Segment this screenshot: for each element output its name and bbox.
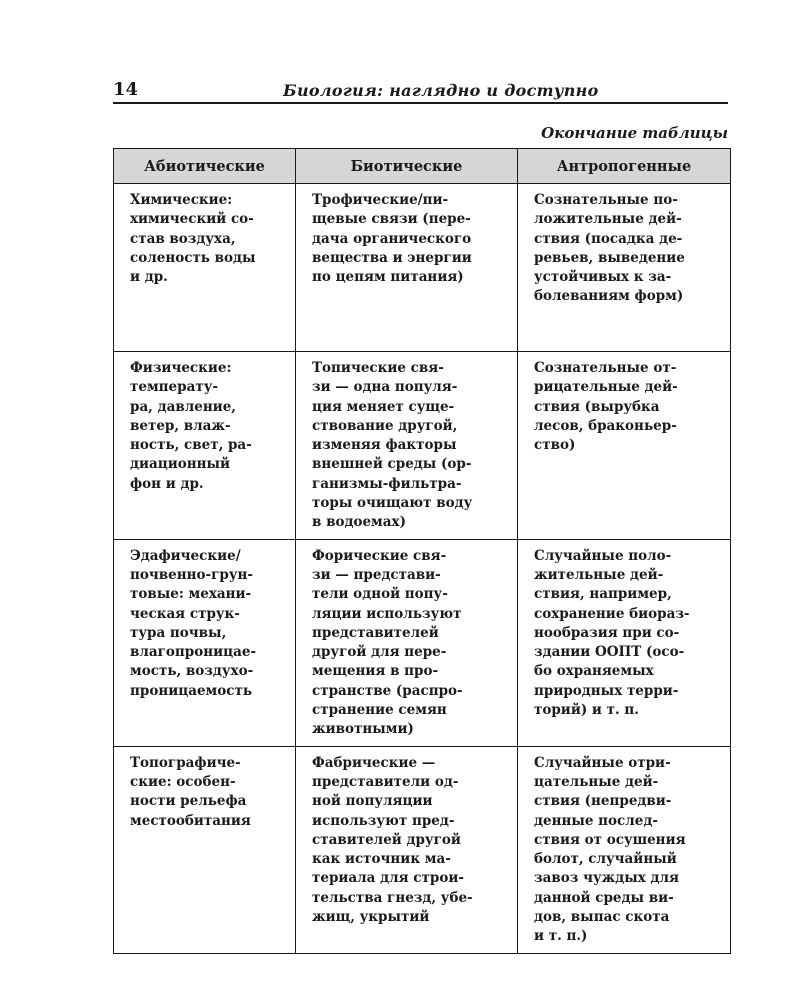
page-number: 14	[113, 79, 139, 100]
table-cell	[114, 539, 296, 746]
table-cell	[296, 352, 518, 540]
page-header	[113, 80, 728, 104]
cell-text: Топические свя- зи — одна популя- ция меняет суще- ствование другой, изменяя факторы внешней среды (ор- ганизмы-фильтра- торы очищают воду в водоемах)	[312, 360, 473, 531]
table-row	[114, 352, 731, 540]
cell-text: Случайные поло- жительные дей- ствия, например, сохранение биораз- нообразия при со- здании ООПТ (осо- бо охраняемых природных терри- торий) и т. п.	[534, 547, 690, 719]
table-cell	[518, 746, 731, 953]
table-cell	[296, 184, 518, 352]
column-header-abiotic: Абиотические	[114, 149, 296, 184]
cell-text: Сознательные по- ложительные дей- ствия (посадка де- ревьев, выведение устойчивых к за- болеваниям форм)	[534, 192, 685, 305]
cell-text: Фабрические — представители од- ной популяции используют пред- ставителей другой как источник ма- териала для строи- тельства гнезд, убе- жищ, укрытий	[312, 754, 473, 926]
table-cell	[114, 746, 296, 953]
table-cell	[518, 184, 731, 352]
table-cell	[296, 746, 518, 953]
column-header-biotic: Биотические	[296, 149, 518, 184]
cell-text: Физические: температу- ра, давление, ветер, влаж- ность, свет, ра- диационный фон и др.	[130, 360, 252, 492]
table-cell	[518, 352, 731, 540]
table-cell	[296, 539, 518, 746]
table-caption: Окончание таблицы	[541, 124, 728, 142]
table-header	[114, 149, 731, 184]
column-header-anthropogenic: Антропогенные	[518, 149, 731, 184]
cell-text: Топографиче- ские: особен- ности рельефа местообитания	[130, 754, 251, 829]
header-row	[114, 149, 731, 184]
table-row	[114, 539, 731, 746]
table-cell	[114, 352, 296, 540]
cell-text: Сознательные от- рицательные дей- ствия (вырубка лесов, браконьер- ство)	[534, 360, 678, 454]
table-row	[114, 184, 731, 352]
table-row	[114, 746, 731, 953]
cell-text: Трофические/пи- щевые связи (пере- дача органического вещества и энергии по цепям питания)	[312, 192, 472, 286]
cell-text: Эдафические/ почвенно-грун- товые: механи- ческая струк- тура почвы, влагопроницае- мость, воздухо- проницаемость	[130, 547, 257, 699]
table-cell	[518, 539, 731, 746]
factors-table	[113, 148, 731, 954]
cell-text: Случайные отри- цательные дей- ствия (непредви- денные послед- ствия от осушения болот, случайный завоз чуждых для данной среды ви- дов, выпас скота и т. п.)	[534, 754, 686, 945]
cell-text: Форические свя- зи — представи- тели одной попу- ляции используют представителей другой для пере- мещения в про- странстве (распро- странение семян животными)	[312, 547, 463, 738]
table-body	[114, 184, 731, 954]
table-cell	[114, 184, 296, 352]
book-title: Биология: наглядно и доступно	[283, 81, 599, 100]
cell-text: Химические: химический со- став воздуха, соленость воды и др.	[130, 192, 256, 286]
